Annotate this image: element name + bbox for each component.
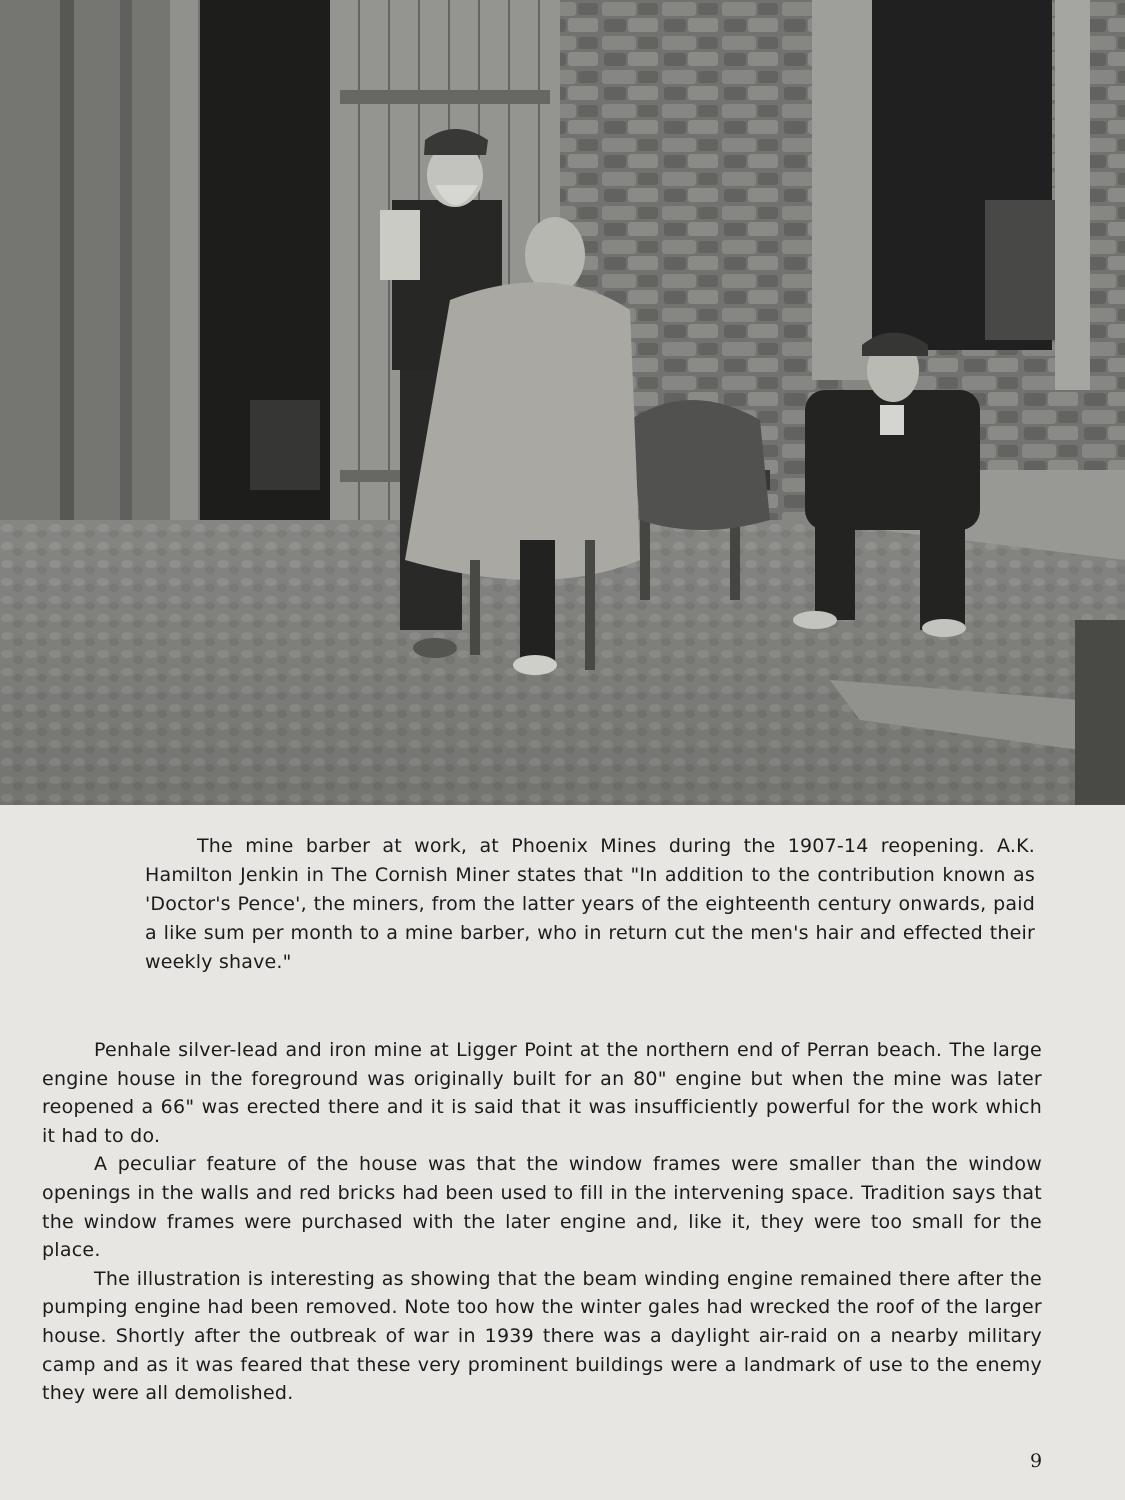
page-number: 9 [1030, 1450, 1043, 1472]
body-text [42, 1036, 1042, 1408]
body-paragraph-2: A peculiar feature of the house was that the window frames were smaller than the window openings in the walls and red bricks had been used to fill in the intervening space. Tradition says that the window frames were purchased with the later engine and, like it, they were too small for the place. [42, 1153, 1042, 1262]
body-paragraph-3: The illustration is interesting as showing that the beam winding engine remained there after the pumping engine had been removed. Note too how the winter gales had wrecked the roof of the larger house. Shortly after the outbreak of war in 1939 there was a daylight air-raid on a nearby military camp and as it was feared that these very prominent buildings were a landmark of use to the enemy they were all demolished. [42, 1267, 1042, 1405]
caption-paragraph: The mine barber at work, at Phoenix Mines during the 1907-14 reopening. A.K. Hamilton Jenkin in The Cornish Miner states that "In addition to the contribution known as 'Doctor's Pence', the miners, from the latter years of the eighteenth century onwards, paid a like sum per month to a mine barber, who in return cut the men's hair and effected their weekly shave." [145, 835, 1035, 973]
body-paragraph-1: Penhale silver-lead and iron mine at Ligger Point at the northern end of Perran beach. The large engine house in the foreground was originally built for an 80" engine but when the mine was later reopened a 66" was erected there and it is said that it was insufficiently powerful for the work which it had to do. [42, 1039, 1042, 1147]
photo-caption [145, 832, 1035, 977]
